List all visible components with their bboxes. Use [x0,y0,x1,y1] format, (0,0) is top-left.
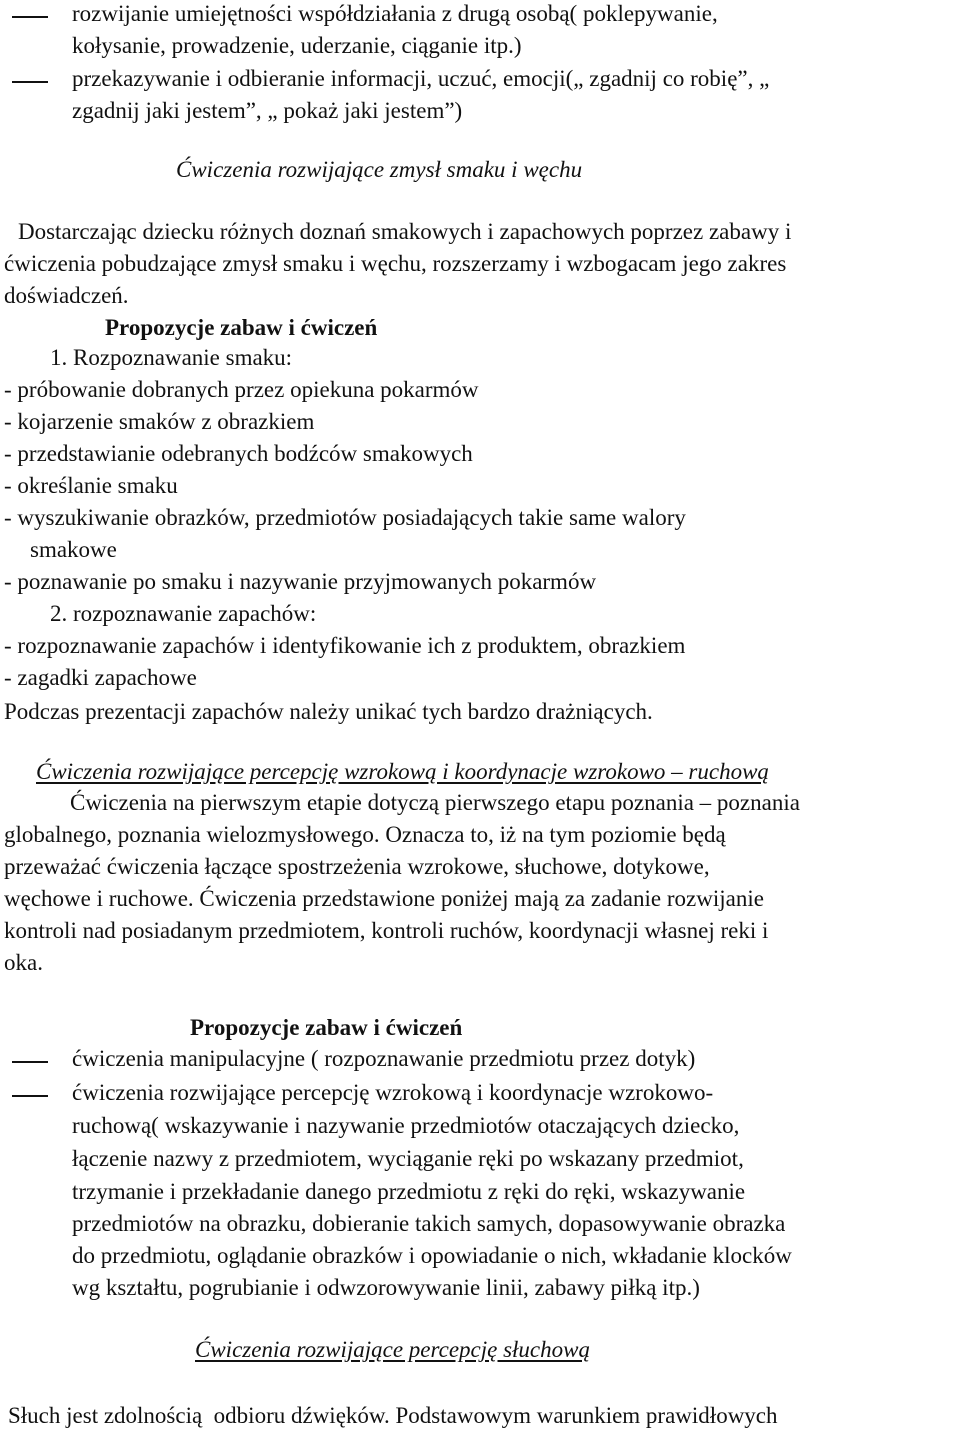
list-item-line: przedmiotów na obrazku, dobieranie takich samych, dopasowywanie obrazka [72,1211,786,1236]
list-item-line: ruchową( wskazywanie i nazywanie przedmiotów otaczających dziecko, [72,1113,740,1138]
list-item-line: ćwiczenia rozwijające percepcję wzrokową i koordynacje wzrokowo- [72,1080,714,1105]
list-item: - kojarzenie smaków z obrazkiem [4,409,315,434]
list-item-line: kołysanie, prowadzenie, uderzanie, ciąganie itp.) [72,33,522,58]
list-item-line: zgadnij jaki jestem”, „ pokaż jaki jestem”) [72,98,463,123]
list-item-line: łączenie nazwy z przedmiotem, wyciąganie ręki po wskazany przedmiot, [72,1146,744,1171]
list-dash [12,16,48,18]
list-item-line: przekazywanie i odbieranie informacji, uczuć, emocji(„ zgadnij co robię”, „ [72,66,770,91]
list-item-continuation: smakowe [30,537,117,562]
proposals-heading: Propozycje zabaw i ćwiczeń [105,315,378,340]
list-item: - określanie smaku [4,473,178,498]
section-heading-auditory-perception: Ćwiczenia rozwijające percepcję słuchową [195,1337,590,1362]
paragraph-line: kontroli nad posiadanym przedmiotem, kontroli ruchów, koordynacji własnej reki i [4,918,769,943]
paragraph-line: węchowe i ruchowe. Ćwiczenia przedstawione poniżej mają za zadanie rozwijanie [4,886,764,911]
note-line: Podczas prezentacji zapachów należy unikać tych bardzo drażniących. [4,699,653,724]
list-dash [12,81,48,83]
paragraph-line: Ćwiczenia na pierwszym etapie dotyczą pierwszego etapu poznania – poznania [70,790,800,815]
numbered-item-title: 2. rozpoznawanie zapachów: [50,601,317,626]
list-dash [12,1095,48,1097]
paragraph-line: globalnego, poznania wielozmysłowego. Oznacza to, iż na tym poziomie będą [4,822,726,847]
list-item: - próbowanie dobranych przez opiekuna pokarmów [4,377,479,402]
paragraph-line: ćwiczenia pobudzające zmysł smaku i węchu, rozszerzamy i wzbogacam jego zakres [4,251,787,276]
paragraph-line: Dostarczając dziecku różnych doznań smakowych i zapachowych poprzez zabawy i [18,219,792,244]
paragraph-line: przeważać ćwiczenia łączące spostrzeżenia wzrokowe, słuchowe, dotykowe, [4,854,710,879]
proposals-heading: Propozycje zabaw i ćwiczeń [190,1015,463,1040]
section-heading-smell-taste: Ćwiczenia rozwijające zmysł smaku i węchu [176,157,583,182]
paragraph-line: oka. [4,950,43,975]
list-item-line: rozwijanie umiejętności współdziałania z drugą osobą( poklepywanie, [72,1,718,26]
list-item: - przedstawianie odebranych bodźców smakowych [4,441,473,466]
list-item: - wyszukiwanie obrazków, przedmiotów posiadających takie same walory [4,505,686,530]
list-item: - zagadki zapachowe [4,665,197,690]
section-heading-visual-perception: Ćwiczenia rozwijające percepcję wzrokową i koordynacje wzrokowo – ruchową [36,759,769,784]
list-item: - rozpoznawanie zapachów i identyfikowanie ich z produktem, obrazkiem [4,633,686,658]
paragraph-line: doświadczeń. [4,283,129,308]
list-item-line: ćwiczenia manipulacyjne ( rozpoznawanie przedmiotu przez dotyk) [72,1046,696,1071]
numbered-item-title: 1. Rozpoznawanie smaku: [50,345,293,370]
list-item: - poznawanie po smaku i nazywanie przyjmowanych pokarmów [4,569,597,594]
list-item-line: do przedmiotu, oglądanie obrazków i opowiadanie o nich, wkładanie klocków [72,1243,792,1268]
list-item-line: wg kształtu, pogrubianie i odwzorowywanie linii, zabawy piłką itp.) [72,1275,700,1300]
paragraph-line: Słuch jest zdolnością odbioru dźwięków. Podstawowym warunkiem prawidłowych [8,1403,778,1428]
list-dash [12,1061,48,1063]
list-item-line: trzymanie i przekładanie danego przedmiotu z ręki do ręki, wskazywanie [72,1179,746,1204]
